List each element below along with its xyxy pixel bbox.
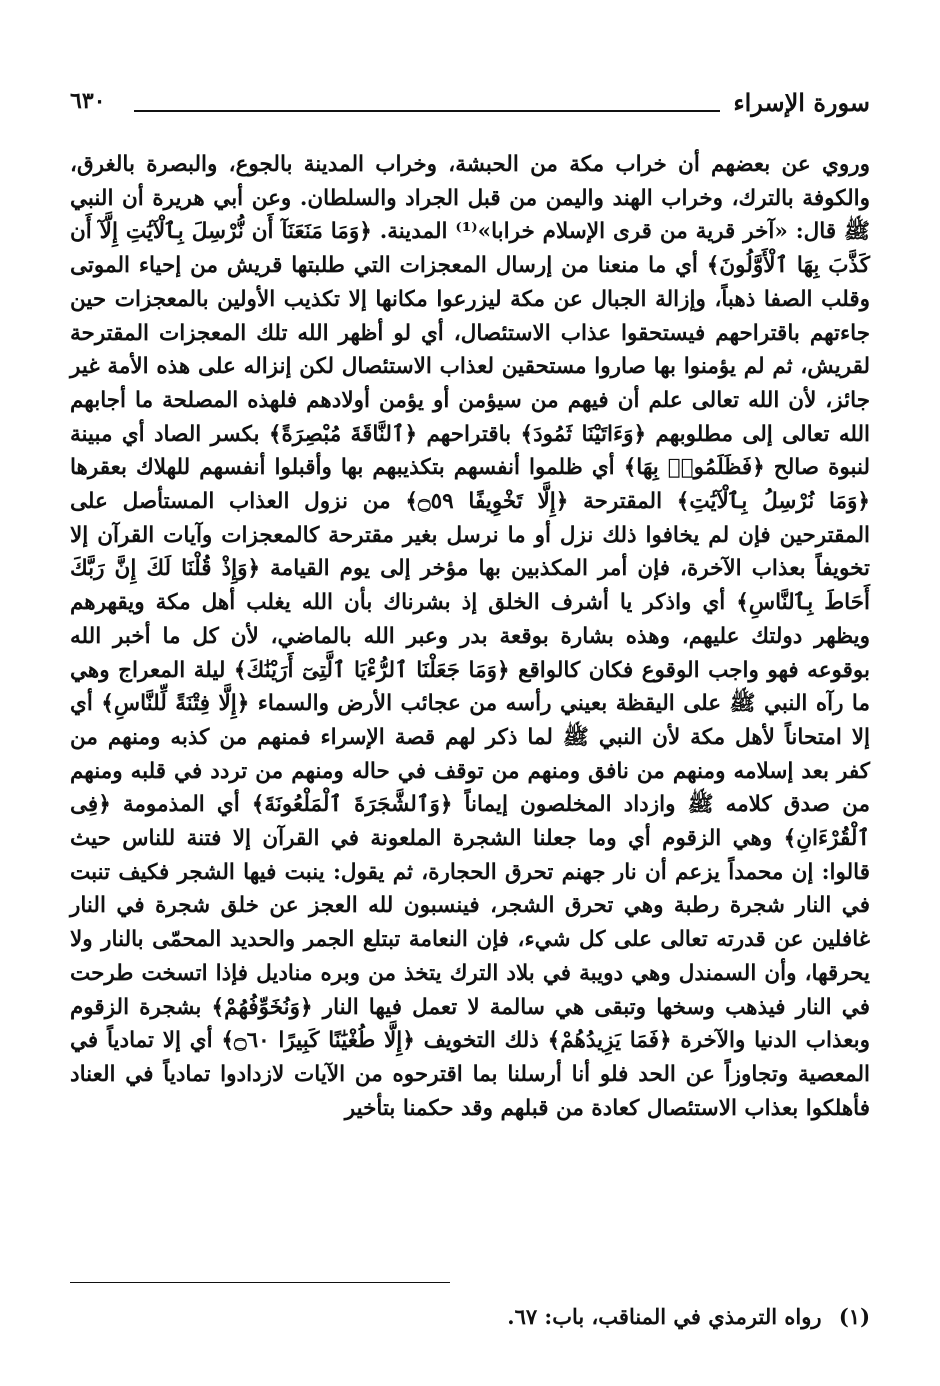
page-header <box>70 82 870 122</box>
book-page <box>70 82 870 1372</box>
main-text <box>70 148 870 1125</box>
header-rule <box>134 110 720 112</box>
footnote-marker: (١) <box>838 1304 870 1329</box>
footnote-rule <box>70 1282 450 1283</box>
body-paragraph: وروي عن بعضهم أن خراب مكة من الحبشة، وخراب المدينة بالجوع، والبصرة بالغرق، والكوفة بالترك، وخراب الهند واليمن من قبل الجراد والسلطان. وعن أبي هريرة أن النبي ﷺ قال: «آخر قرية من قرى الإسلام خرابا»⁽¹⁾ المدينة. ﴿وَمَا مَنَعَنَآ أَن نُّرْسِلَ بِٱلْآيَٰتِ إِلَّآ أَن كَذَّبَ بِهَا ٱلْأَوَّلُونَ﴾ أي ما منعنا من إرسال المعجزات التي طلبتها قريش من إحياء الموتى وقلب الصفا ذهباً، وإزالة الجبال عن مكة ليزرعوا مكانها إلا تكذيب الأولين بالمعجزات حين جاءتهم باقتراحهم فيستحقوا عذاب الاستئصال، أي لو أظهر الله تلك المعجزات المقترحة لقريش، ثم لم يؤمنوا بها صاروا مستحقين لعذاب الاستئصال لكن إنزاله على هذه الأمة غير جائز، لأن الله تعالى علم أن فيهم من سيؤمن أو يؤمن أولادهم فلهذه المصلحة ما أجابهم الله تعالى إلى مطلوبهم ﴿وَءَاتَيْنَا ثَمُودَ﴾ باقتراحهم ﴿ٱلنَّاقَةَ مُبْصِرَةً﴾ بكسر الصاد أي مبينة لنبوة صالح ﴿فَظَلَمُوا۟ بِهَا﴾ أي ظلموا أنفسهم بتكذيبهم بها وأقبلوا أنفسهم للهلاك بعقرها ﴿وَمَا نُرْسِلُ بِٱلْآيَٰتِ﴾ المقترحة ﴿إِلَّا تَخْوِيفًا ۝٥٩﴾ من نزول العذاب المستأصل على المقترحين فإن لم يخافوا ذلك نزل أو ما نرسل بغير مقترحة كالمعجزات وآيات القرآن إلا تخويفاً بعذاب الآخرة، فإن أمر المكذبين بها مؤخر إلى يوم القيامة ﴿وَإِذْ قُلْنَا لَكَ إِنَّ رَبَّكَ أَحَاطَ بِٱلنَّاسِ﴾ أي واذكر يا أشرف الخلق إذ بشرناك بأن الله يغلب أهل مكة ويقهرهم ويظهر دولتك عليهم، وهذه بشارة بوقعة بدر وعبر الله بالماضي، لأن كل ما أخبر الله بوقوعه فهو واجب الوقوع فكان كالواقع ﴿وَمَا جَعَلْنَا ٱلرُّءْيَا ٱلَّتِىٓ أَرَيْنَٰكَ﴾ ليلة المعراج وهي ما رآه النبي ﷺ على اليقظة بعيني رأسه من عجائب الأرض والسماء ﴿إِلَّا فِتْنَةً لِّلنَّاسِ﴾ أي إلا امتحاناً لأهل مكة لأن النبي ﷺ لما ذكر لهم قصة الإسراء فمنهم من كذبه ومنهم من كفر بعد إسلامه ومنهم من نافق ومنهم من توقف في حاله ومنهم من تردد في قلبه ومنهم من صدق كلامه ﷺ وازداد المخلصون إيماناً ﴿وَٱلشَّجَرَةَ ٱلْمَلْعُونَةَ﴾ أي المذمومة ﴿فِى ٱلْقُرْءَانِ﴾ وهي الزقوم أي وما جعلنا الشجرة الملعونة في القرآن إلا فتنة للناس حيث قالوا: إن محمداً يزعم أن نار جهنم تحرق الحجارة، ثم يقول: ينبت فيها الشجر فكيف تنبت في النار شجرة رطبة وهي تحرق الشجر، فينسبون لله العجز عن خلق شجرة في النار غافلين عن قدرته تعالى على كل شيء، فإن النعامة تبتلع الجمر والحديد المحمّى بالنار ولا يحرقها، وأن السمندل وهي دويبة في بلاد الترك يتخذ من وبره مناديل فإذا اتسخت طرحت في النار فيذهب وسخها وتبقى هي سالمة لا تعمل فيها النار ﴿وَنُخَوِّفُهُمْ﴾ بشجرة الزقوم وبعذاب الدنيا والآخرة ﴿فَمَا يَزِيدُهُمْ﴾ ذلك التخويف ﴿إِلَّا طُغْيَٰنًا كَبِيرًا ۝٦٠﴾ أي إلا تمادياً في المعصية وتجاوزاً عن الحد فلو أنا أرسلنا بما اقترحوه من الآيات لازدادوا تمادياً في العناد فأهلكوا بعذاب الاستئصال كعادة من قبلهم وقد حكمنا بتأخير <box>70 152 871 1121</box>
footnote-text: رواه الترمذي في المناقب، باب: ٦٧. <box>507 1304 822 1329</box>
page-number: ٦٣٠ <box>70 88 106 114</box>
surah-title: سورة الإسراء <box>733 88 870 117</box>
footnote <box>70 1304 870 1329</box>
